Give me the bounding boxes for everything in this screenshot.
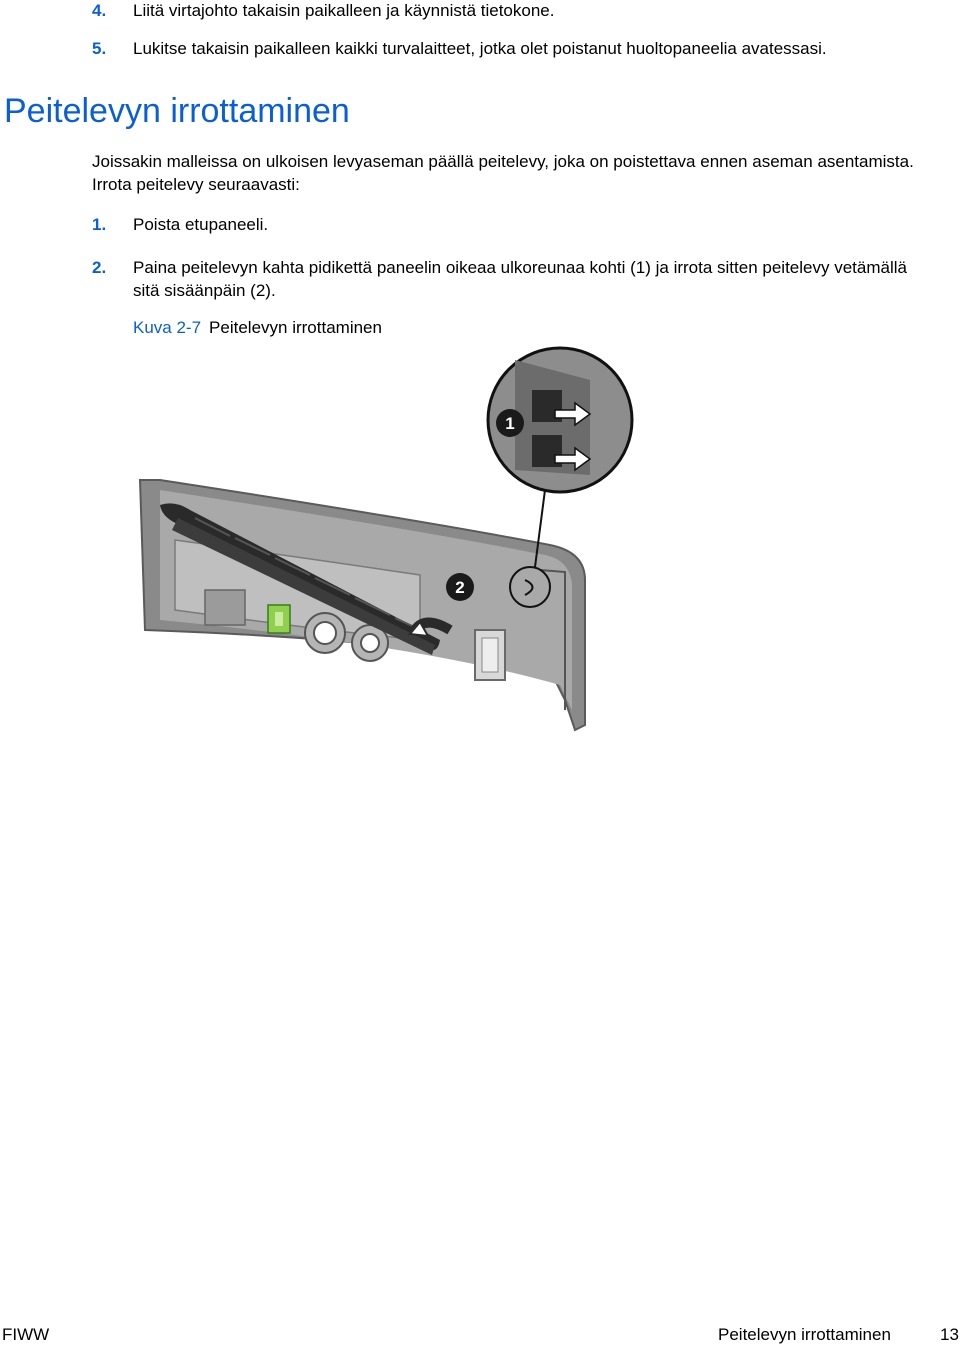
footer-page-number: 13	[940, 1325, 959, 1344]
drive-bezel-illustration	[120, 340, 640, 740]
intro-paragraph: Joissakin malleissa on ulkoisen levyaseman päällä peitelevy, joka on poistettava ennen aseman asentamista. Irrota peitelevy seuraavasti:	[92, 152, 914, 194]
callout-1-label: 1	[505, 414, 515, 433]
figure-label: Kuva 2-7	[133, 318, 202, 337]
step-number: 2.	[92, 258, 107, 277]
footer-section-title: Peitelevyn irrottaminen	[718, 1325, 891, 1344]
footer-left: FIWW	[2, 1325, 50, 1344]
step-number: 5.	[92, 39, 107, 58]
figure-title: Peitelevyn irrottaminen	[209, 318, 382, 337]
step-text: Liitä virtajohto takaisin paikalleen ja käynnistä tietokone.	[133, 1, 555, 20]
figure-caption	[133, 318, 382, 338]
step-text: Paina peitelevyn kahta pidikettä paneelin oikeaa ulkoreunaa kohti (1) ja irrota sitten peitelevy vetämällä sitä sisäänpäin (2).	[133, 258, 907, 300]
step-text: Lukitse takaisin paikalleen kaikki turvalaitteet, jotka olet poistanut huoltopaneelia avatessasi.	[133, 39, 827, 58]
step-number: 1.	[92, 215, 107, 234]
step-text: Poista etupaneeli.	[133, 215, 269, 234]
callout-2-label: 2	[455, 578, 465, 597]
section-heading: Peitelevyn irrottaminen	[4, 92, 350, 130]
step-number: 4.	[92, 1, 107, 20]
